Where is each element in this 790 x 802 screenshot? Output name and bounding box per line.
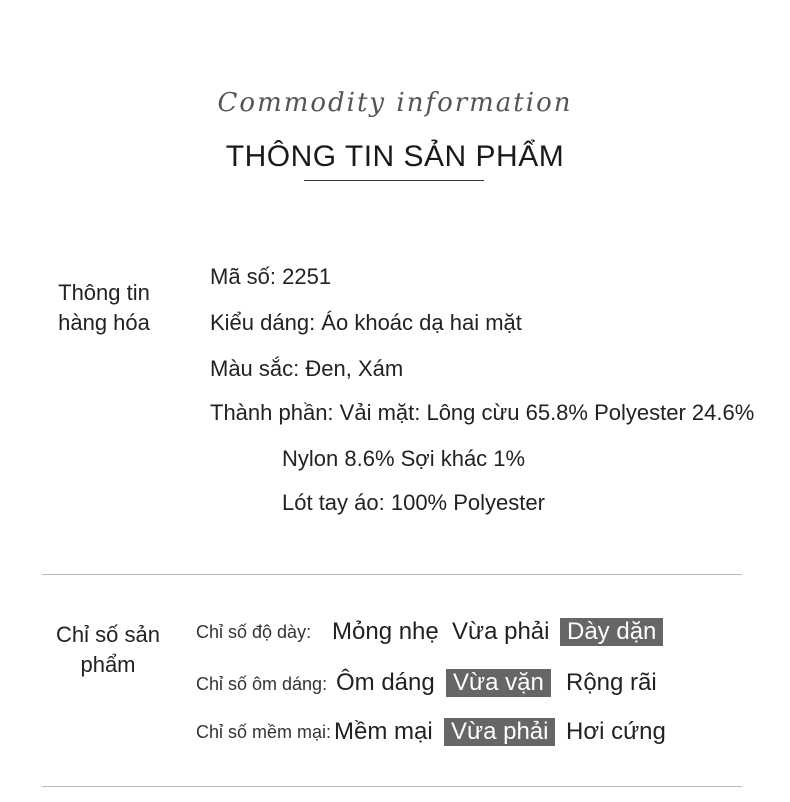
indices-label <box>44 620 172 680</box>
thickness-option-medium: Vừa phải <box>452 618 550 645</box>
softness-option-soft: Mềm mại <box>334 718 433 745</box>
softness-label: Chỉ số mềm mại: <box>196 722 332 742</box>
indices-label-line2: phẩm <box>80 652 136 677</box>
product-info-label-line1: Thông tin <box>58 280 150 305</box>
info-color: Màu sắc: Đen, Xám <box>210 356 404 381</box>
product-info-label <box>44 278 164 338</box>
fit-option-loose: Rộng rãi <box>566 669 657 696</box>
page-title: THÔNG TIN SẢN PHẨM <box>225 140 565 173</box>
thickness-option-thin: Mỏng nhẹ <box>332 618 439 645</box>
softness-option-medium: Vừa phải <box>444 718 555 746</box>
info-lining: Lót tay áo: 100% Polyester <box>282 490 545 515</box>
info-code: Mã số: 2251 <box>210 264 332 289</box>
thickness-label: Chỉ số độ dày: <box>196 622 312 642</box>
fit-option-regular: Vừa vặn <box>446 669 551 697</box>
bottom-divider <box>42 786 742 787</box>
info-material-cont: Nylon 8.6% Sợi khác 1% <box>282 446 526 471</box>
info-material: Thành phần: Vải mặt: Lông cừu 65.8% Polyester 24.6% <box>210 400 755 425</box>
section-divider <box>42 574 742 575</box>
fit-label: Chỉ số ôm dáng: <box>196 674 328 694</box>
script-title: Commodity information <box>217 88 573 118</box>
title-underline <box>304 180 484 181</box>
indices-label-line1: Chỉ số sản <box>56 622 160 647</box>
info-style: Kiểu dáng: Áo khoác dạ hai mặt <box>210 310 522 335</box>
thickness-option-thick: Dày dặn <box>560 618 663 646</box>
product-info-label-line2: hàng hóa <box>58 310 150 335</box>
fit-option-slim: Ôm dáng <box>336 669 435 696</box>
softness-option-firm: Hơi cứng <box>566 718 666 745</box>
